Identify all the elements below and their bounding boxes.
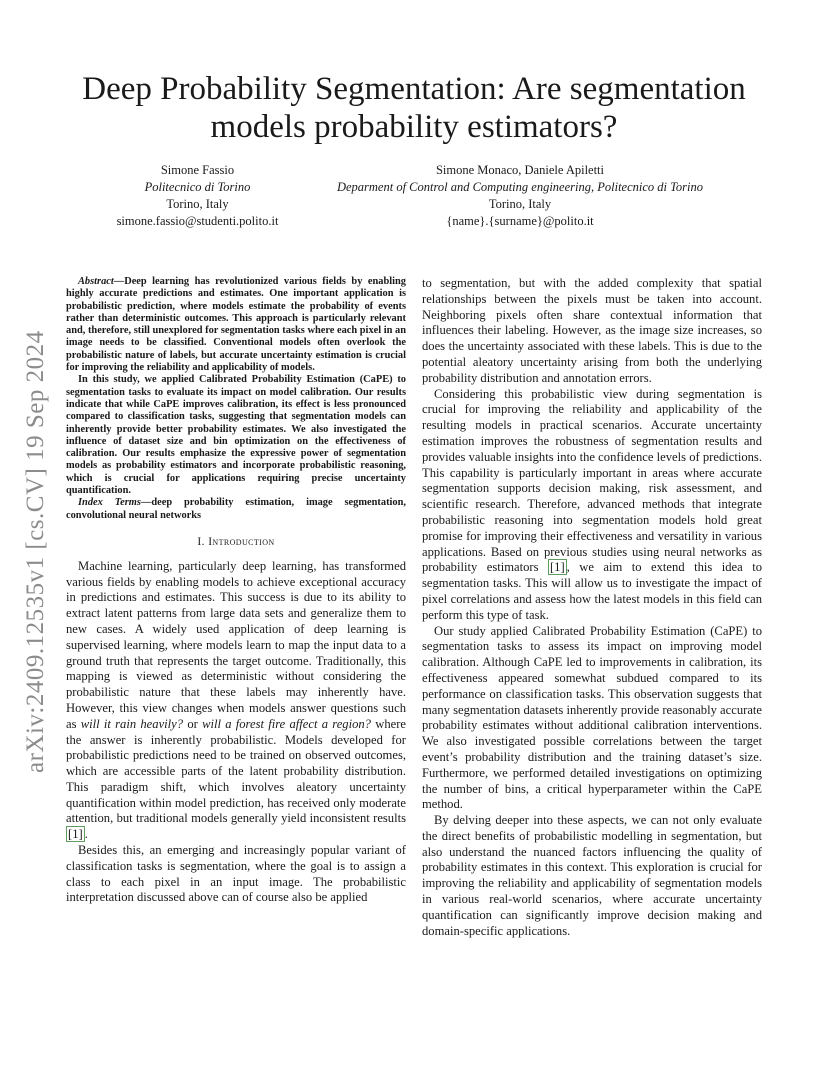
author-name: Simone Monaco, Daniele Apiletti	[435, 163, 605, 177]
author-location: Torino, Italy	[166, 197, 229, 211]
author-affiliation: Deparment of Control and Computing engineering, Politecnico di Torino	[336, 180, 704, 194]
author-affiliation: Politecnico di Torino	[144, 180, 251, 194]
left-column	[66, 276, 406, 906]
author-location: Torino, Italy	[488, 197, 552, 211]
intro-text: Considering this probabilistic view during segmentation is crucial for improving the reliability and applicability of the resulting models in practical scenarios. Accurate uncertainty estimation improves the robustness of segmentation results and provides valuable insights into the confidence levels of predictions. This capability is particularly important in areas where accurate segmentation supports decision making, risk assessment, and scientific research. Therefore, advanced methods that integrate probabilistic reasoning into segmentation models hold great promise for improving their effectiveness and versatility in various applications. Based on previous studies using neural networks as probability estimators	[422, 386, 762, 575]
author-email: {name}.{surname}@polito.it	[446, 214, 594, 228]
intro-paragraph-6: By delving deeper into these aspects, we can not only evaluate the direct benefits of probabilistic modelling in segmentation, but also understand the nuanced factors influencing the quality of probability estimates in this context. This exploration is crucial for improving the reliability and applicability of segmentation models in various real-world scenarios, where accurate uncertainty quantification can significantly improve decision making and domain-specific applications.	[422, 813, 762, 938]
author-block-2	[300, 162, 740, 230]
intro-paragraph-3: to segmentation, but with the added complexity that spatial relationships between the pixels must be taken into account. Neighboring pixels often share contextual information that influences their labeling. However, as the image size increases, so does the uncertainty associated with these labels. This is due to the potential aleatory uncertainty arising from both the underlying probability distribution and annotation errors.	[422, 276, 762, 385]
abstract-paragraph-2: In this study, we applied Calibrated Probability Estimation (CaPE) to segmentation tasks to evaluate its impact on model calibration. Our results indicate that while CaPE improves calibration, its effect is less pronounced compared to classification tasks, suggesting that segmentation models can inherently provide better probability estimates. We also investigated the influence of dataset size and bin optimization on the effectiveness of calibration. Our results emphasize the expressive power of segmentation models as probability estimators and incorporate probabilistic reasoning, which is crucial for applications requiring precise uncertainty quantification.	[66, 374, 406, 497]
paper-title: Deep Probability Segmentation: Are segmentation models probability estimators?	[82, 71, 746, 145]
citation-link[interactable]: [1]	[549, 560, 565, 575]
intro-text: .	[84, 827, 88, 842]
author-email: simone.fassio@studenti.polito.it	[116, 214, 279, 228]
citation-link[interactable]: [1]	[68, 827, 83, 842]
author-name: Simone Fassio	[160, 163, 235, 177]
example-question-2: will a forest fire affect a region?	[202, 716, 371, 731]
intro-paragraph-2: Besides this, an emerging and increasingly popular variant of classification tasks is segmentation, where the goal is to assign a class to each pixel in an input image. The probabilistic interpretation discussed above can of course also be applied	[66, 843, 406, 905]
intro-paragraph-1	[66, 559, 406, 843]
intro-text: , we aim to extend this idea to segmentation tasks. This will allow us to investigate the impact of pixel correlations and assess how the latest models in this field can perform this type of task.	[422, 560, 762, 622]
section-number: I.	[197, 535, 205, 548]
intro-text: or	[183, 716, 203, 731]
index-terms: —deep probability estimation, image segmentation, convolutional neural networks	[66, 497, 406, 521]
example-question-1: will it rain heavily?	[80, 716, 184, 731]
arxiv-identifier: arXiv:2409.12535v1 [cs.CV] 19 Sep 2024	[22, 330, 49, 773]
intro-text: Machine learning, particularly deep learning, has transformed various fields by enabling models to achieve exceptional accuracy in predictions and estimates. This success is due to its ability to extract latent patterns from large data sets and generalize them to new cases. A widely used application of deep learning is supervised learning, where models learn to map the input data to a ground truth that represents the target outcome. Traditionally, this mapping is viewed as deterministic without considering the probabilistic nature that these labels may inherently have. However, this view changes when models answer questions such as	[66, 558, 406, 731]
section-title: Introduction	[208, 535, 275, 548]
index-terms-label: Index Terms	[78, 497, 141, 509]
right-column	[422, 276, 762, 939]
abstract	[66, 276, 406, 522]
intro-paragraph-5: Our study applied Calibrated Probability Estimation (CaPE) to segmentation tasks to assess its impact on improving model calibration. Although CaPE led to improvements in calibration, its effectiveness appeared somewhat subdued compared to its performance on classification tasks. This observation suggests that many segmentation datasets inherently provide reasonably accurate probability estimates without additional calibration interventions. We also investigated possible correlations between the target event’s probability distribution and the training dataset’s size. Furthermore, we performed detailed investigations on optimizing the number of bins, a critical hyperparameter within the CaPE method.	[422, 623, 762, 812]
abstract-label: Abstract	[78, 276, 114, 287]
section-heading-introduction	[66, 535, 406, 551]
intro-text: where the answer is inherently probabilistic. Models developed for probabilistic predictions need to be trained on observed outcomes, which are accessible parts of the latent probability distribution. This paradigm shift, which involves aleatory uncertainty quantification within model prediction, has received only moderate attention, but traditional models generally yield inconsistent results	[66, 716, 406, 826]
author-block-1	[80, 162, 315, 230]
abstract-paragraph-1: —Deep learning has revolutionized various fields by enabling highly accurate predictions and estimates. One important application is probabilistic prediction, where models estimate the probability of events rather than deterministic outcomes. This approach is particularly relevant and, therefore, still unexplored for segmentation tasks where each pixel in an image needs to be classified. Conventional models often overlook the probabilistic nature of labels, but accurate uncertainty estimation is crucial for improving the reliability and applicability of models.	[66, 276, 406, 374]
intro-paragraph-4	[422, 387, 762, 624]
